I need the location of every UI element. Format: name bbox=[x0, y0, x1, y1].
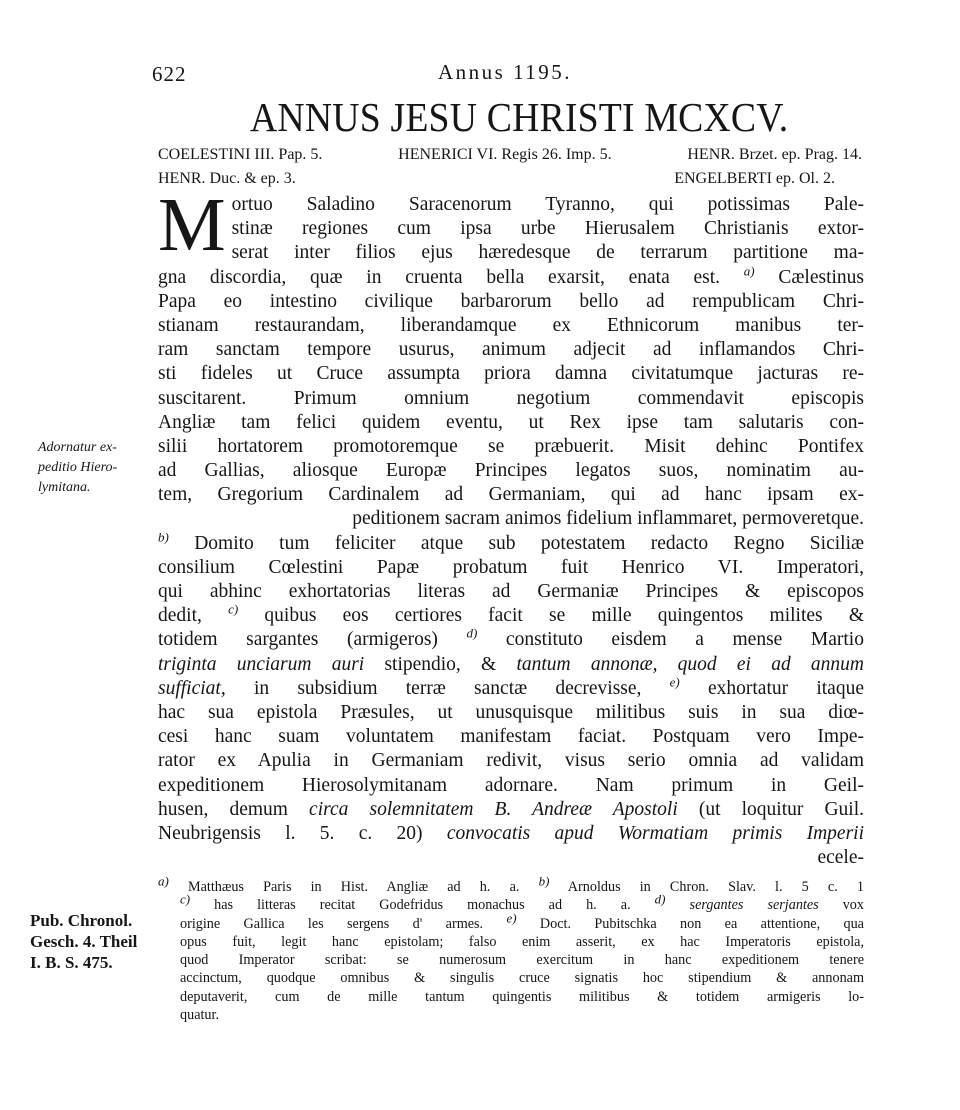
body-line: dedit, $^{c)}$ quibus eos certiores facit se mille quingentos milites & bbox=[158, 601, 864, 627]
body-line: hac sua epistola Præsules, ut unusquisque militibus suis in sua diœ- bbox=[158, 701, 864, 723]
footnote-marker: a) bbox=[158, 873, 169, 889]
footnote-marker: e) bbox=[506, 909, 517, 925]
body-line: stianam restaurandam, liberandamque ex Ethnicorum manibus ter- bbox=[158, 314, 864, 336]
footnote-line: opus fuit, legit hanc epistolam; falso enim asserit, ex hac Imperatoris epistola, bbox=[180, 933, 864, 950]
body-line: consilium Cœlestini Papæ probatum fuit Henrico VI. Imperatori, bbox=[158, 556, 864, 578]
italic-text: triginta unciarum auri bbox=[158, 653, 365, 675]
body-line: cesi hanc suam voluntatem manifestam faciat. Postquam vero Impe- bbox=[158, 726, 864, 748]
footnote-line: quatur. bbox=[180, 1007, 220, 1024]
body-line: Papa eo intestino civilique barbarorum bello ad rempublicam Chri- bbox=[158, 290, 864, 312]
footnote-line: quod Imperator scribat: se numerosum exercitum in hanc expeditionem tenere bbox=[180, 952, 864, 969]
body-line: expeditionem Hierosolymitanam adornare. Nam primum in Geil- bbox=[158, 774, 864, 796]
italic-text: sergantes serjantes bbox=[689, 897, 819, 914]
body-line: $^{b)}$ Domito tum feliciter atque sub potestatem redacto Regno Siciliæ bbox=[158, 529, 864, 554]
italic-text: circa solemnitatem B. Andreæ Apostoli bbox=[309, 798, 678, 820]
body-line: Neubrigensis l. 5. c. 20) convocatis apud Wormatiam primis Imperii bbox=[158, 822, 864, 844]
reign-bishop-olomouc: ENGELBERTI ep. Ol. 2. bbox=[674, 170, 835, 187]
running-head: Annus 1195. bbox=[438, 60, 573, 84]
footnote-line: a) Matthæus Paris in Hist. Angliæ ad h. a. b) Arnoldus in Chron. Slav. l. 5 c. 1 bbox=[158, 873, 864, 895]
footnote-marker: d) bbox=[654, 891, 666, 907]
margin-note-line: Adornatur ex- bbox=[38, 440, 117, 455]
footnote-marker: a) bbox=[743, 263, 755, 279]
body-line: tem, Gregorium Cardinalem ad Germaniam, qui ad hanc ipsam ex- bbox=[158, 484, 864, 506]
footnote-marker: c) bbox=[180, 891, 191, 907]
body-line: sufficiat, in subsidium terræ sanctæ decrevisse, $^{e)}$ exhortatur itaque bbox=[158, 674, 864, 699]
footnote-marker: e) bbox=[669, 674, 680, 690]
body-line: stinæ regiones cum ipsa urbe Hierusalem Christianis extor- bbox=[231, 218, 864, 240]
footnote-line: accinctum, quodque omnibus & singulis cruce signatis hoc stipendium & annonam bbox=[180, 970, 864, 987]
margin-note-line: lymitana. bbox=[38, 480, 91, 495]
margin-note-line: peditio Hiero- bbox=[38, 460, 118, 475]
body-line: ram sanctam tempore usurus, animum adjecit ad inflamandos Chri- bbox=[158, 339, 864, 361]
italic-text: convocatis apud Wormatiam primis Imperii bbox=[446, 822, 864, 844]
body-line: ortuo Saladino Saracenorum Tyranno, qui potissimas Pale- bbox=[231, 194, 864, 215]
reign-pope: COELESTINI III. Pap. 5. bbox=[158, 146, 323, 163]
body-line: totidem sargantes (armigeros) $^{d)}$ constituto eisdem a mense Martio bbox=[158, 625, 864, 651]
drop-cap: M bbox=[158, 183, 226, 267]
reign-line-1 bbox=[158, 146, 862, 164]
reign-emperor: HENERICI VI. Regis 26. Imp. 5. bbox=[398, 146, 612, 163]
footnote-line: deputaverit, cum de mille tantum quingentis militibus & totidem armigeris lo- bbox=[180, 988, 864, 1005]
body-text bbox=[158, 183, 865, 870]
body-line: peditionem sacram animos fidelium inflammaret, permoveretque. bbox=[352, 508, 864, 530]
footnote-marker: d) bbox=[466, 625, 478, 641]
margin-reference-line: Gesch. 4. Theil bbox=[30, 932, 138, 951]
footnote-marker: c) bbox=[228, 601, 239, 617]
body-line: qui abhinc exhortatorias literas ad Germaniæ Principes & episcopos bbox=[158, 581, 864, 602]
footnote-marker: b) bbox=[158, 529, 169, 545]
body-line: ecele- bbox=[817, 847, 864, 869]
margin-reference bbox=[30, 910, 137, 973]
footnote-marker: b) bbox=[538, 873, 550, 889]
margin-note bbox=[38, 438, 150, 498]
body-line: silii hortatorem promotoremque se præbuerit. Misit dehinc Pontifex bbox=[158, 435, 864, 457]
body-lines bbox=[158, 183, 865, 870]
body-line: suscitarent. Primum omnium negotium commendavit episcopis bbox=[158, 387, 864, 409]
reign-duke: HENR. Duc. & ep. 3. bbox=[158, 170, 296, 187]
reign-bishop-prague: HENR. Brzet. ep. Prag. 14. bbox=[687, 146, 862, 163]
body-line: ad Gallias, aliosque Europæ Principes legatos suos, nominatim au- bbox=[158, 460, 864, 482]
footnote-line: origine Gallica les sergens d' armes. e) Doct. Pubitschka non ea attentione, qua bbox=[180, 909, 864, 932]
page-title: ANNUS JESU CHRISTI MCXCV. bbox=[250, 94, 789, 140]
italic-text: tantum annonæ, quod ei ad annum bbox=[516, 653, 865, 675]
italic-text: sufficiat, bbox=[158, 677, 226, 699]
margin-reference-line: Pub. Chronol. bbox=[30, 911, 133, 930]
body-line: Angliæ tam felici quidem eventu, ut Rex ipse tam salutaris con- bbox=[158, 411, 864, 433]
margin-reference-line: I. B. S. 475. bbox=[30, 953, 113, 972]
page-number: 622 bbox=[152, 62, 187, 86]
body-line: husen, demum circa solemnitatem B. Andreæ Apostoli (ut loquitur Guil. bbox=[158, 798, 864, 820]
body-line: sti fideles ut Cruce assumpta priora damna civitatumque jacturas re- bbox=[158, 363, 864, 385]
reign-line-2 bbox=[158, 170, 835, 188]
footnotes bbox=[158, 873, 864, 1024]
body-line: triginta unciarum auri stipendio, & tantum annonæ, quod ei ad annum bbox=[158, 653, 865, 675]
footnote-line: c) has litteras recitat Godefridus monachus ad h. a. d) sergantes serjantes vox bbox=[180, 891, 864, 914]
body-line: gna discordia, quæ in cruenta bella exarsit, enata est. $^{a)}$ Cælestinus bbox=[158, 263, 864, 288]
body-line: serat inter filios ejus hæredesque de terrarum partitione ma- bbox=[231, 242, 864, 264]
body-line: rator ex Apulia in Germaniam redivit, visus serio omnia ad validam bbox=[158, 750, 864, 772]
